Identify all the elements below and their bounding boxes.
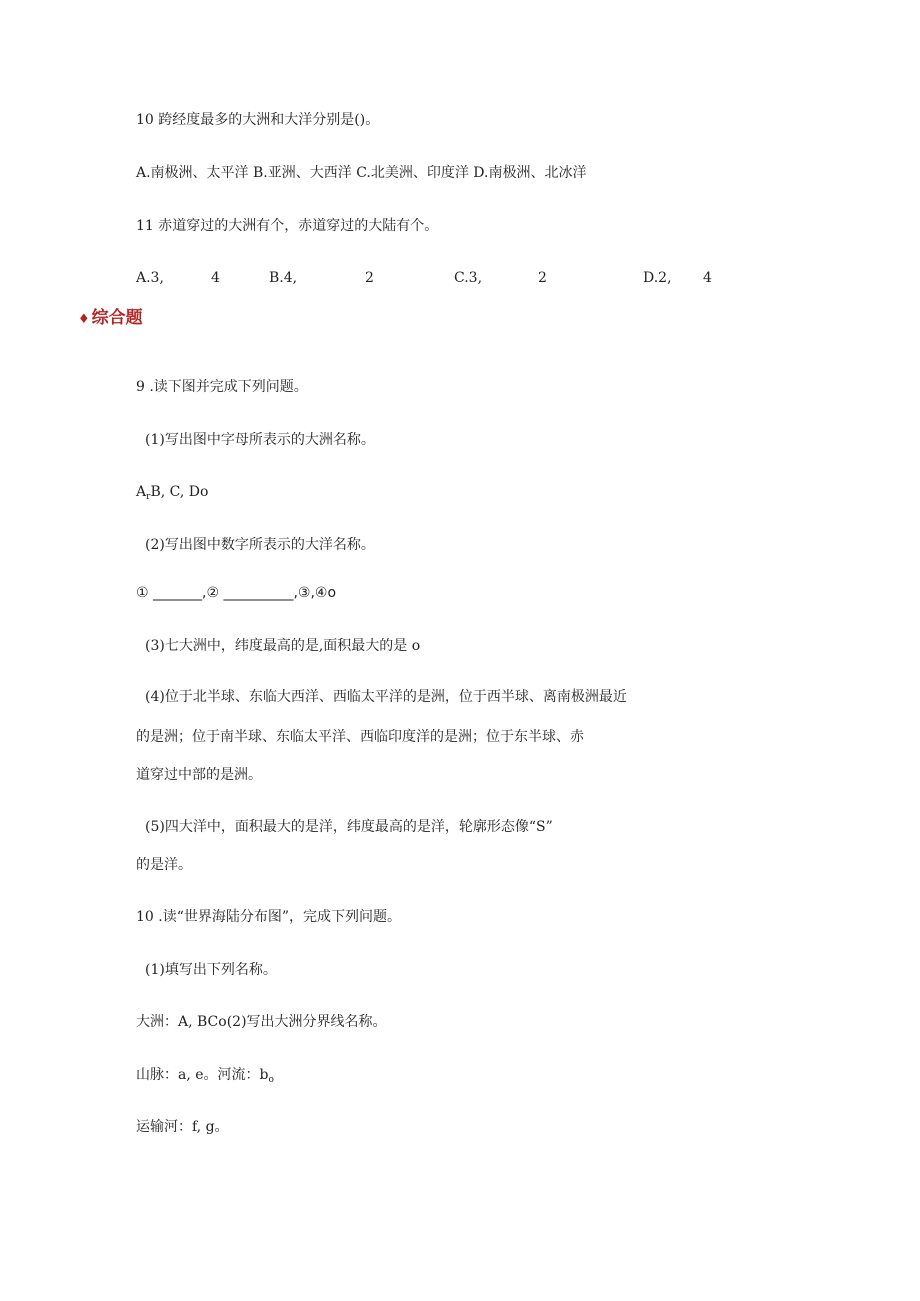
section-title: 综合题 xyxy=(91,308,143,328)
question-9-part-4-line-1: (4)位于北半球、东临大西洋、西临太平洋的是洲，位于西半球、离南极洲最近 xyxy=(145,689,627,705)
option-d-value: 4 xyxy=(703,270,712,286)
mountains-rivers-text: 山脉：a, e。河流：b xyxy=(136,1067,269,1083)
question-9-part-3: (3)七大洲中，纬度最高的是,面积最大的是 o xyxy=(145,638,421,654)
option-a: A.3, xyxy=(136,270,164,286)
answer-letters-rest: B, C, Do xyxy=(150,484,209,500)
question-9-part-5-line-2: 的是洋。 xyxy=(136,857,192,873)
option-c-value: 2 xyxy=(538,270,547,286)
continents-line: 大洲：A, BCo(2)写出大洲分界线名称。 xyxy=(136,1014,387,1030)
question-9-part-1: (1)写出图中字母所表示的大洲名称。 xyxy=(145,432,375,448)
diamond-bullet-icon: ♦ xyxy=(78,312,90,327)
question-9-part-2: (2)写出图中数字所表示的大洋名称。 xyxy=(145,537,375,553)
question-9-part-5-line-1: (5)四大洋中，面积最大的是洋，纬度最高的是洋，轮廓形态像“S” xyxy=(145,819,553,835)
question-10b-title: 10 .读“世界海陆分布图”，完成下列问题。 xyxy=(136,909,402,925)
question-9-part-4-line-2: 的是洲；位于南半球、东临太平洋、西临印度洋的是洲；位于东半球、赤 xyxy=(136,729,584,745)
answer-letter-a: A xyxy=(136,484,147,500)
option-a-value: 4 xyxy=(211,270,220,286)
question-11-text: 11 赤道穿过的大洲有个，赤道穿过的大陆有个。 xyxy=(136,218,439,234)
mountains-rivers-line xyxy=(136,1065,274,1090)
question-10b-part-1: (1)填写出下列名称。 xyxy=(145,962,277,978)
question-10-text: 10 跨经度最多的大洲和大洋分别是()。 xyxy=(136,112,380,128)
section-heading xyxy=(78,306,143,332)
mountains-rivers-subscript: o xyxy=(268,1075,274,1085)
question-9-part-4-line-3: 道穿过中部的是洲。 xyxy=(136,767,262,783)
canals-line: 运输河：f, g。 xyxy=(136,1119,229,1135)
question-9-part-1-answer xyxy=(136,482,208,507)
answer-subscript: r xyxy=(146,492,151,502)
question-10-options: A.南极洲、太平洋 B.亚洲、大西洋 C.北美洲、印度洋 D.南极洲、北冰洋 xyxy=(136,165,587,181)
question-9-title: 9 .读下图并完成下列问题。 xyxy=(136,379,308,395)
question-9-part-2-answer: ① _______,② __________,③,④o xyxy=(136,585,337,601)
option-c: C.3, xyxy=(454,270,483,286)
option-d: D.2, xyxy=(643,270,672,286)
option-b-value: 2 xyxy=(365,270,374,286)
option-b: B.4, xyxy=(269,270,298,286)
